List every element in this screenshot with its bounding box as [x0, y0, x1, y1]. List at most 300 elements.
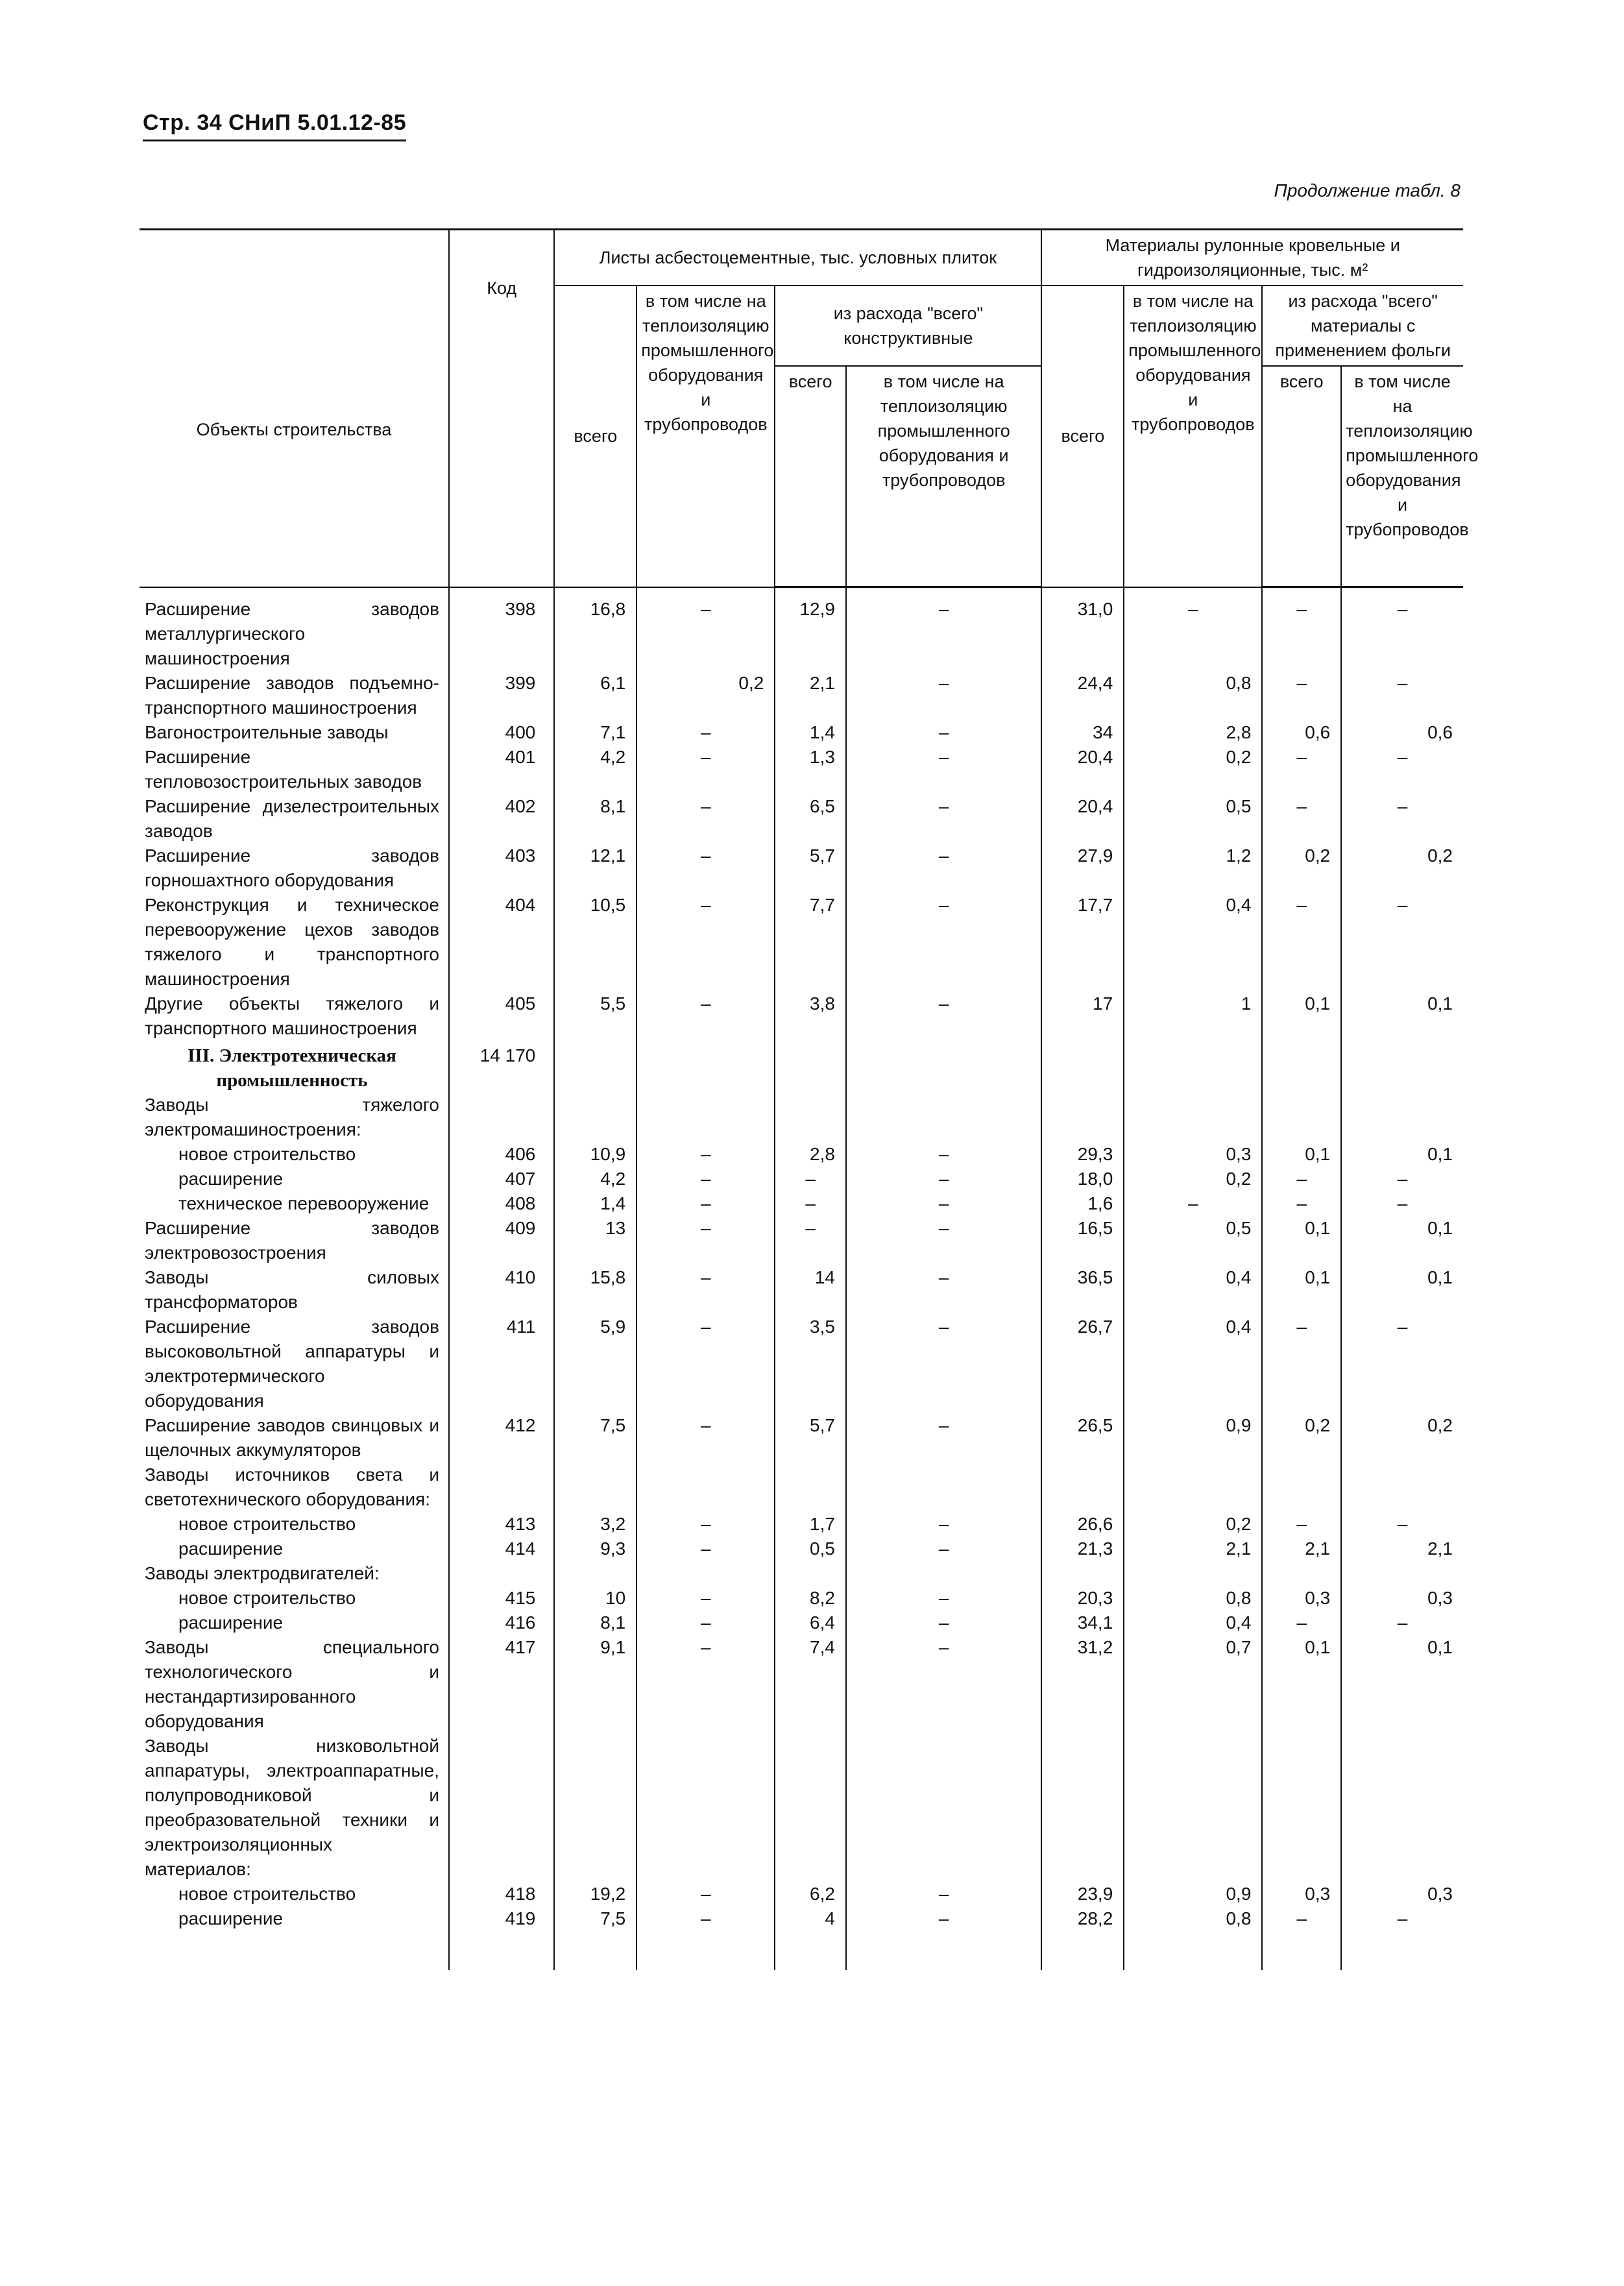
row-value-2: – [636, 1611, 775, 1635]
row-value-4: – [846, 1216, 1041, 1265]
row-value-8: 0,1 [1341, 1635, 1463, 1734]
row-value-4: – [846, 1413, 1041, 1463]
row-object-name: Расширение заводов горношахтного оборудования [145, 845, 439, 890]
table-row [139, 1142, 1463, 1167]
row-value-1: 1,4 [554, 1191, 636, 1216]
row-object-name: Реконструкция и техническое перевооружение цехов заводов тяжелого и транспортного машиностроения [145, 894, 439, 989]
table-row [139, 1093, 1463, 1142]
row-code [449, 1734, 554, 1882]
row-value-7: – [1262, 794, 1341, 844]
table-row [139, 1512, 1463, 1537]
table-row [139, 1586, 1463, 1611]
table-row [139, 745, 1463, 794]
row-value-4: – [846, 1512, 1041, 1537]
row-value-5: 24,4 [1041, 671, 1124, 720]
row-object-name: Заводы тяжелого электромашиностроения: [145, 1094, 439, 1139]
row-value-5: 18,0 [1041, 1167, 1124, 1191]
table-row [139, 991, 1463, 1041]
row-value-1: 10,9 [554, 1142, 636, 1167]
row-value-5: 23,9 [1041, 1882, 1124, 1906]
row-value-6: 0,2 [1124, 1512, 1262, 1537]
row-value-4: – [846, 671, 1041, 720]
table-row [139, 1315, 1463, 1413]
row-code: 409 [449, 1216, 554, 1265]
row-value-3: 12,9 [775, 597, 846, 671]
table-row [139, 597, 1463, 671]
section-row [139, 1041, 1463, 1093]
row-value-7: 0,1 [1262, 1216, 1341, 1265]
row-value-6: 1,2 [1124, 844, 1262, 893]
roll-foil-insulation-header: в том числе на теплоизоляцию промышленного оборудования и трубопроводов [1341, 366, 1463, 587]
row-value-5 [1041, 1561, 1124, 1586]
row-value-6 [1124, 1041, 1262, 1093]
row-value-6 [1124, 1561, 1262, 1586]
row-value-6: 0,2 [1124, 1167, 1262, 1191]
row-code: 416 [449, 1611, 554, 1635]
group-asbestos-header: Листы асбестоцементные, тыс. условных плиток [554, 230, 1041, 286]
table-row [139, 1463, 1463, 1512]
row-value-6: 0,4 [1124, 1611, 1262, 1635]
row-value-6: 0,5 [1124, 794, 1262, 844]
row-value-5: 17 [1041, 991, 1124, 1041]
row-value-3: 6,4 [775, 1611, 846, 1635]
row-value-3: 3,5 [775, 1315, 846, 1413]
row-value-1: 19,2 [554, 1882, 636, 1906]
row-value-2: – [636, 1586, 775, 1611]
row-value-1: 5,9 [554, 1315, 636, 1413]
row-value-3 [775, 1734, 846, 1882]
table-row [139, 844, 1463, 893]
row-value-1: 12,1 [554, 844, 636, 893]
row-value-1: 9,1 [554, 1635, 636, 1734]
row-value-5 [1041, 1463, 1124, 1512]
row-value-7: – [1262, 1167, 1341, 1191]
row-code: 417 [449, 1635, 554, 1734]
row-value-7: – [1262, 1191, 1341, 1216]
row-object-name: расширение [178, 1538, 284, 1559]
row-object-name: Расширение тепловозостроительных заводов [145, 746, 422, 792]
row-object-name: новое строительство [178, 1513, 356, 1534]
row-value-5: 31,2 [1041, 1635, 1124, 1734]
row-value-3: 3,8 [775, 991, 846, 1041]
row-value-1: 5,5 [554, 991, 636, 1041]
row-code: 408 [449, 1191, 554, 1216]
row-value-3: – [775, 1167, 846, 1191]
row-value-6: 0,8 [1124, 671, 1262, 720]
asb-constructive-header: из расхода "всего" конструктивные [775, 286, 1041, 366]
row-value-1: 6,1 [554, 671, 636, 720]
row-value-2: – [636, 1265, 775, 1315]
row-object-name: Заводы низковольтной аппаратуры, электроаппаратные, полупроводниковой и преобразовательной техники и электроизоляционных материалов: [145, 1735, 439, 1879]
row-value-8: 0,1 [1341, 1265, 1463, 1315]
row-value-4: – [846, 1611, 1041, 1635]
row-code: 402 [449, 794, 554, 844]
row-value-8: – [1341, 745, 1463, 794]
row-value-1 [554, 1463, 636, 1512]
row-value-4 [846, 1734, 1041, 1882]
table-row [139, 794, 1463, 844]
row-value-5: 27,9 [1041, 844, 1124, 893]
table-row [139, 1635, 1463, 1734]
row-value-1: 10 [554, 1586, 636, 1611]
row-value-2 [636, 1463, 775, 1512]
row-code: 400 [449, 720, 554, 745]
row-value-1: 8,1 [554, 794, 636, 844]
row-value-8 [1341, 1734, 1463, 1882]
table-row [139, 720, 1463, 745]
row-value-4: – [846, 1635, 1041, 1734]
row-value-7: 0,2 [1262, 844, 1341, 893]
row-value-4: – [846, 1142, 1041, 1167]
row-value-1: 15,8 [554, 1265, 636, 1315]
row-value-3: 2,8 [775, 1142, 846, 1167]
row-value-5: 21,3 [1041, 1537, 1124, 1561]
row-code [449, 1093, 554, 1142]
row-value-8 [1341, 1041, 1463, 1093]
row-value-8: – [1341, 671, 1463, 720]
row-value-3: 1,4 [775, 720, 846, 745]
row-value-5: 20,3 [1041, 1586, 1124, 1611]
row-value-3 [775, 1463, 846, 1512]
row-value-3: 5,7 [775, 1413, 846, 1463]
row-code: 411 [449, 1315, 554, 1413]
row-value-4: – [846, 597, 1041, 671]
row-value-1: 4,2 [554, 1167, 636, 1191]
table-body [139, 587, 1463, 1970]
row-value-7 [1262, 1093, 1341, 1142]
row-value-8: 2,1 [1341, 1537, 1463, 1561]
row-code: 406 [449, 1142, 554, 1167]
section-title: III. Электротехническая промышленность [188, 1045, 396, 1091]
row-value-2: – [636, 1882, 775, 1906]
row-value-7: – [1262, 1512, 1341, 1537]
row-object-name: расширение [178, 1908, 284, 1928]
row-code: 419 [449, 1906, 554, 1931]
group-roll-header: Материалы рулонные кровельные и гидроизоляционные, тыс. м² [1041, 230, 1463, 286]
row-value-3: 0,5 [775, 1537, 846, 1561]
row-value-8: – [1341, 893, 1463, 991]
row-object-name: новое строительство [178, 1883, 356, 1904]
row-value-4: – [846, 1906, 1041, 1931]
row-value-2: – [636, 794, 775, 844]
row-value-3: 2,1 [775, 671, 846, 720]
table-row [139, 893, 1463, 991]
row-value-7: 0,1 [1262, 1265, 1341, 1315]
row-value-3: 4 [775, 1906, 846, 1931]
row-value-2 [636, 1734, 775, 1882]
row-value-6: 2,8 [1124, 720, 1262, 745]
row-value-8: 0,2 [1341, 844, 1463, 893]
row-value-7: – [1262, 671, 1341, 720]
row-value-8: – [1341, 1906, 1463, 1931]
asb-insulation-header: в том числе на теплоизоляцию промышленного оборудования и трубопроводов [636, 286, 775, 587]
col-objects-header: Объекты строительства [139, 230, 449, 587]
row-object-name: новое строительство [178, 1587, 356, 1608]
row-value-2: – [636, 893, 775, 991]
row-value-3: 5,7 [775, 844, 846, 893]
row-value-1: 10,5 [554, 893, 636, 991]
row-value-3: 6,2 [775, 1882, 846, 1906]
table-row [139, 1216, 1463, 1265]
row-value-2 [636, 1561, 775, 1586]
row-value-3: 14 [775, 1265, 846, 1315]
row-value-6: 0,8 [1124, 1906, 1262, 1931]
row-value-5: 1,6 [1041, 1191, 1124, 1216]
row-value-8: 0,3 [1341, 1882, 1463, 1906]
row-value-1: 16,8 [554, 597, 636, 671]
row-value-7: 0,2 [1262, 1413, 1341, 1463]
row-value-6: – [1124, 1191, 1262, 1216]
table-row [139, 671, 1463, 720]
row-value-6: 0,9 [1124, 1413, 1262, 1463]
table-row [139, 1413, 1463, 1463]
row-code [449, 1561, 554, 1586]
row-value-5: 16,5 [1041, 1216, 1124, 1265]
row-code: 14 170 [449, 1041, 554, 1093]
row-value-2: – [636, 745, 775, 794]
asb-constructive-insulation-header: в том числе на теплоизоляцию промышленного оборудования и трубопроводов [846, 366, 1041, 587]
table-header [139, 230, 1479, 587]
row-value-4: – [846, 1586, 1041, 1611]
row-value-8: 0,1 [1341, 1142, 1463, 1167]
row-value-5 [1041, 1734, 1124, 1882]
row-code: 399 [449, 671, 554, 720]
row-value-3: – [775, 1216, 846, 1265]
row-object-name: Расширение заводов электровозостроения [145, 1217, 439, 1263]
row-value-7: 0,1 [1262, 1142, 1341, 1167]
row-value-1 [554, 1041, 636, 1093]
table-continuation-label: Продолжение табл. 8 [1274, 180, 1460, 201]
row-value-1: 9,3 [554, 1537, 636, 1561]
row-value-6: 0,4 [1124, 1265, 1262, 1315]
row-code: 410 [449, 1265, 554, 1315]
row-value-3 [775, 1093, 846, 1142]
roll-insulation-header: в том числе на теплоизоляцию промышленного оборудования и трубопроводов [1124, 286, 1262, 587]
row-value-6: 1 [1124, 991, 1262, 1041]
row-value-6: 0,4 [1124, 1315, 1262, 1413]
row-value-4 [846, 1093, 1041, 1142]
row-value-8: – [1341, 794, 1463, 844]
row-value-2 [636, 1093, 775, 1142]
row-code: 404 [449, 893, 554, 991]
row-value-6: 0,3 [1124, 1142, 1262, 1167]
row-value-8: – [1341, 1611, 1463, 1635]
row-value-5 [1041, 1093, 1124, 1142]
row-value-8: 0,2 [1341, 1413, 1463, 1463]
row-value-8: 0,3 [1341, 1586, 1463, 1611]
row-value-2: 0,2 [636, 671, 775, 720]
row-value-8 [1341, 1463, 1463, 1512]
table-row [139, 1611, 1463, 1635]
row-value-1: 7,5 [554, 1906, 636, 1931]
row-value-4 [846, 1463, 1041, 1512]
table-row [139, 1191, 1463, 1216]
row-value-5: 34 [1041, 720, 1124, 745]
row-value-1: 7,1 [554, 720, 636, 745]
row-value-3 [775, 1561, 846, 1586]
row-value-5: 26,7 [1041, 1315, 1124, 1413]
row-code: 414 [449, 1537, 554, 1561]
row-code: 401 [449, 745, 554, 794]
row-value-2: – [636, 1413, 775, 1463]
row-value-8 [1341, 1093, 1463, 1142]
row-value-1: 4,2 [554, 745, 636, 794]
row-value-7: 0,6 [1262, 720, 1341, 745]
row-value-4: – [846, 1167, 1041, 1191]
row-value-3: 7,7 [775, 893, 846, 991]
row-value-3 [775, 1041, 846, 1093]
row-value-8 [1341, 1561, 1463, 1586]
roll-foil-total-header: всего [1262, 366, 1341, 587]
row-value-4 [846, 1561, 1041, 1586]
row-code: 405 [449, 991, 554, 1041]
row-value-2: – [636, 720, 775, 745]
row-value-7: – [1262, 1611, 1341, 1635]
row-value-2: – [636, 1512, 775, 1537]
row-value-4: – [846, 1882, 1041, 1906]
row-value-1 [554, 1561, 636, 1586]
row-object-name: Расширение дизелестроительных заводов [145, 796, 439, 841]
row-value-2: – [636, 1635, 775, 1734]
roll-foil-header: из расхода "всего" материалы с применением фольги [1262, 286, 1463, 366]
row-object-name: Расширение заводов металлургического машиностроения [145, 598, 439, 668]
row-value-7 [1262, 1463, 1341, 1512]
row-value-4 [846, 1041, 1041, 1093]
row-value-2 [636, 1041, 775, 1093]
row-object-name: техническое перевооружение [178, 1193, 430, 1213]
row-value-2: – [636, 1906, 775, 1931]
row-value-2: – [636, 1142, 775, 1167]
row-value-5: 20,4 [1041, 794, 1124, 844]
row-object-name: Расширение заводов высоковольтной аппаратуры и электротермического оборудования [145, 1316, 439, 1411]
row-value-4: – [846, 794, 1041, 844]
row-value-8: – [1341, 1315, 1463, 1413]
row-value-4: – [846, 1537, 1041, 1561]
row-object-name: Заводы силовых трансформаторов [145, 1267, 439, 1312]
row-value-8: – [1341, 1512, 1463, 1537]
row-object-name: Заводы источников света и светотехнического оборудования: [145, 1464, 439, 1509]
row-value-3: 1,7 [775, 1512, 846, 1537]
row-code: 403 [449, 844, 554, 893]
row-value-8: – [1341, 1191, 1463, 1216]
col-code-header: Код [449, 230, 554, 587]
table-row [139, 1561, 1463, 1586]
row-value-3: 1,3 [775, 745, 846, 794]
row-value-7: 0,3 [1262, 1882, 1341, 1906]
row-value-1 [554, 1734, 636, 1882]
row-value-7: – [1262, 745, 1341, 794]
row-value-6 [1124, 1463, 1262, 1512]
row-value-4: – [846, 991, 1041, 1041]
row-value-4: – [846, 745, 1041, 794]
row-value-6 [1124, 1093, 1262, 1142]
row-value-6: 0,4 [1124, 893, 1262, 991]
materials-table [139, 228, 1479, 1970]
row-value-6: 0,5 [1124, 1216, 1262, 1265]
row-code [449, 1463, 554, 1512]
row-value-3: 6,5 [775, 794, 846, 844]
row-object-name: Другие объекты тяжелого и транспортного машиностроения [145, 993, 439, 1038]
row-value-5: 34,1 [1041, 1611, 1124, 1635]
row-object-name: Заводы специального технологического и нестандартизированного оборудования [145, 1636, 439, 1731]
row-value-2: – [636, 991, 775, 1041]
row-value-8: – [1341, 597, 1463, 671]
row-value-2: – [636, 597, 775, 671]
row-value-7 [1262, 1561, 1341, 1586]
row-value-1: 7,5 [554, 1413, 636, 1463]
row-value-7: – [1262, 893, 1341, 991]
row-value-5: 36,5 [1041, 1265, 1124, 1315]
row-code: 407 [449, 1167, 554, 1191]
asb-total-header: всего [554, 286, 636, 587]
row-value-8: 0,1 [1341, 991, 1463, 1041]
row-code: 418 [449, 1882, 554, 1906]
row-value-5: 17,7 [1041, 893, 1124, 991]
row-value-4: – [846, 893, 1041, 991]
row-value-8: 0,6 [1341, 720, 1463, 745]
row-value-3: – [775, 1191, 846, 1216]
row-value-5: 28,2 [1041, 1906, 1124, 1931]
row-value-5: 26,6 [1041, 1512, 1124, 1537]
row-value-2: – [636, 1315, 775, 1413]
row-value-3: 7,4 [775, 1635, 846, 1734]
table-row [139, 1906, 1463, 1931]
table-row [139, 1537, 1463, 1561]
row-code: 415 [449, 1586, 554, 1611]
row-value-5: 29,3 [1041, 1142, 1124, 1167]
row-value-8: 0,1 [1341, 1216, 1463, 1265]
row-value-7: 2,1 [1262, 1537, 1341, 1561]
row-value-5 [1041, 1041, 1124, 1093]
row-value-2: – [636, 844, 775, 893]
row-value-7 [1262, 1734, 1341, 1882]
row-value-7: 0,3 [1262, 1586, 1341, 1611]
table-row [139, 1734, 1463, 1882]
row-value-7: – [1262, 597, 1341, 671]
row-value-6 [1124, 1734, 1262, 1882]
row-value-8: – [1341, 1167, 1463, 1191]
row-value-4: – [846, 720, 1041, 745]
row-value-4: – [846, 1265, 1041, 1315]
row-value-7: – [1262, 1315, 1341, 1413]
row-value-5: 31,0 [1041, 597, 1124, 671]
row-value-4: – [846, 1315, 1041, 1413]
row-value-1: 13 [554, 1216, 636, 1265]
table-row [139, 1882, 1463, 1906]
row-code: 413 [449, 1512, 554, 1537]
row-value-3: 8,2 [775, 1586, 846, 1611]
row-value-6: 0,2 [1124, 745, 1262, 794]
row-object-name: Расширение заводов свинцовых и щелочных аккумуляторов [145, 1415, 439, 1460]
row-value-4: – [846, 1191, 1041, 1216]
row-value-2: – [636, 1167, 775, 1191]
row-value-1: 8,1 [554, 1611, 636, 1635]
row-value-2: – [636, 1537, 775, 1561]
row-code: 398 [449, 597, 554, 671]
row-value-7 [1262, 1041, 1341, 1093]
table-row [139, 1167, 1463, 1191]
row-value-1 [554, 1093, 636, 1142]
row-value-2: – [636, 1216, 775, 1265]
page-header: Стр. 34 СНиП 5.01.12-85 [143, 110, 406, 141]
row-object-name: Расширение заводов подъемно-транспортного машиностроения [145, 672, 439, 718]
row-value-6: 0,9 [1124, 1882, 1262, 1906]
row-value-1: 3,2 [554, 1512, 636, 1537]
row-value-2: – [636, 1191, 775, 1216]
row-value-6: 0,8 [1124, 1586, 1262, 1611]
row-object-name: Заводы электродвигателей: [145, 1563, 380, 1583]
row-value-7: – [1262, 1906, 1341, 1931]
